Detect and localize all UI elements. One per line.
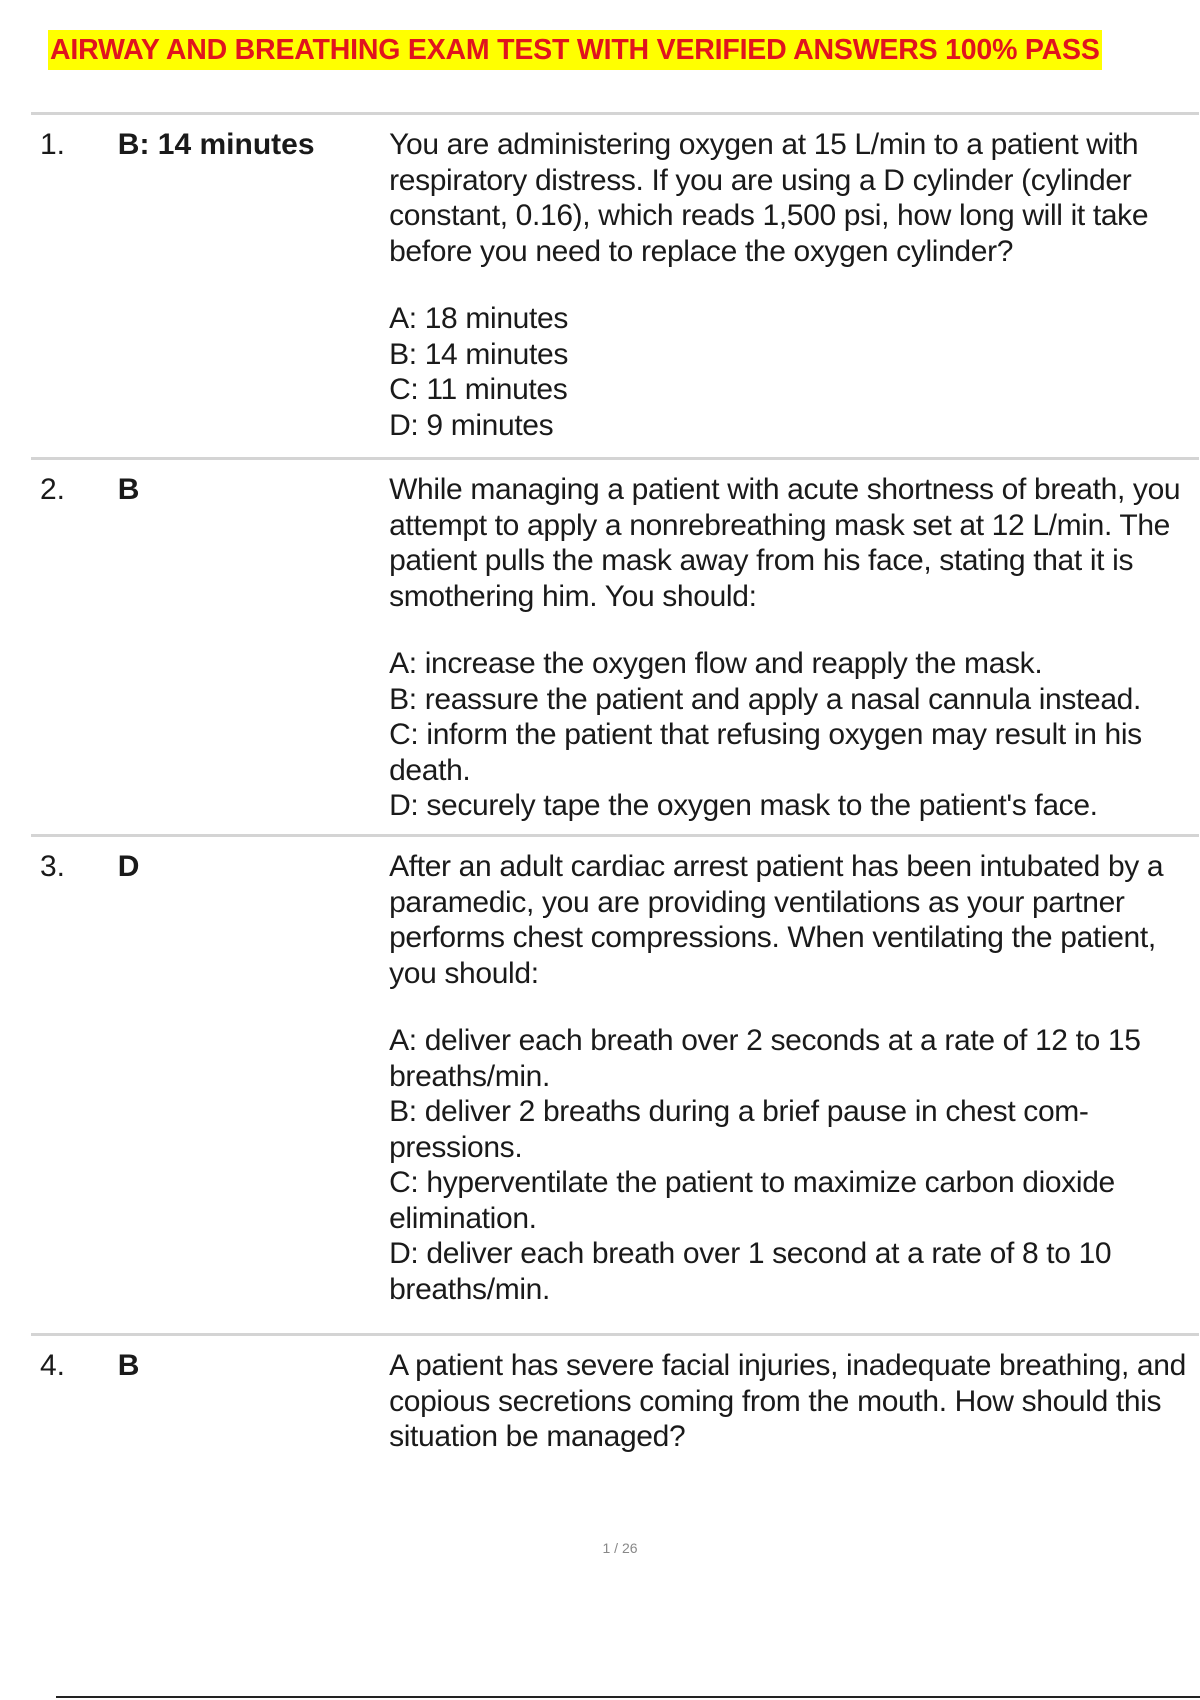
page-title: AIRWAY AND BREATHING EXAM TEST WITH VERIFIED ANSWERS 100% PASS	[48, 30, 1102, 70]
question-body	[389, 849, 1199, 1319]
question-number: 1.	[40, 128, 66, 161]
option-a: A: deliver each breath over 2 seconds at a rate of 12 to 15 breaths/min.	[389, 1024, 1141, 1093]
question-text: You are administering oxygen at 15 L/min to a patient with respiratory distress. If you are using a D cylinder (cylinder constant, 0.16), which reads 1,500 psi, how long will it take before you need to replace the oxygen cylinder?	[389, 128, 1149, 268]
options-list	[389, 301, 1199, 443]
option-a: A: increase the oxygen flow and reapply the mask.	[389, 647, 1043, 680]
option-c: C: inform the patient that refusing oxygen may result in his death.	[389, 718, 1142, 787]
page-indicator: 1 / 26	[602, 1540, 638, 1556]
option-d: D: securely tape the oxygen mask to the patient's face.	[389, 789, 1098, 822]
question-body	[389, 472, 1199, 820]
question-answer: B: 14 minutes	[117, 128, 315, 161]
question-text: While managing a patient with acute shortness of breath, you attempt to apply a nonrebreathing mask set at 12 L/min. The patient pulls the mask away from his face, stating that it is smothering him. You should:	[389, 473, 1181, 613]
options-list	[389, 646, 1199, 824]
option-c: C: hyperventilate the patient to maximize carbon dioxide elimination.	[389, 1166, 1115, 1235]
options-list	[389, 1023, 1199, 1307]
option-d: D: deliver each breath over 1 second at a rate of 8 to 10 breaths/min.	[389, 1237, 1112, 1306]
option-b: B: 14 minutes	[389, 337, 568, 371]
option-b: B: deliver 2 breaths during a brief pause in chest com-pressions.	[389, 1095, 1089, 1164]
question-text: After an adult cardiac arrest patient has been intubated by a paramedic, you are providing ventilations as your partner performs chest compressions. When ventilating the patient, you should:	[389, 850, 1164, 990]
question-number: 4.	[40, 1349, 66, 1382]
question-row-3	[31, 834, 1199, 1333]
question-answer: B	[117, 473, 140, 506]
option-a: A: 18 minutes	[389, 302, 568, 335]
question-body	[389, 127, 1199, 443]
option-b: B: reassure the patient and apply a nasal cannula instead.	[389, 682, 1141, 716]
question-row-1	[31, 112, 1199, 457]
question-text: A patient has severe facial injuries, inadequate breathing, and copious secretions coming from the mouth. How should this situation be managed?	[389, 1349, 1186, 1453]
question-body	[389, 1348, 1199, 1478]
question-number: 3.	[40, 850, 66, 883]
question-row-2	[31, 457, 1199, 834]
question-answer: D	[117, 850, 140, 883]
question-row-4	[31, 1333, 1199, 1492]
question-number: 2.	[40, 473, 66, 506]
title-area	[48, 30, 1178, 70]
option-d: D: 9 minutes	[389, 408, 554, 442]
question-answer: B	[117, 1349, 140, 1382]
question-table	[31, 112, 1199, 1492]
option-c: C: 11 minutes	[389, 373, 568, 406]
footer-divider	[56, 1696, 1200, 1698]
